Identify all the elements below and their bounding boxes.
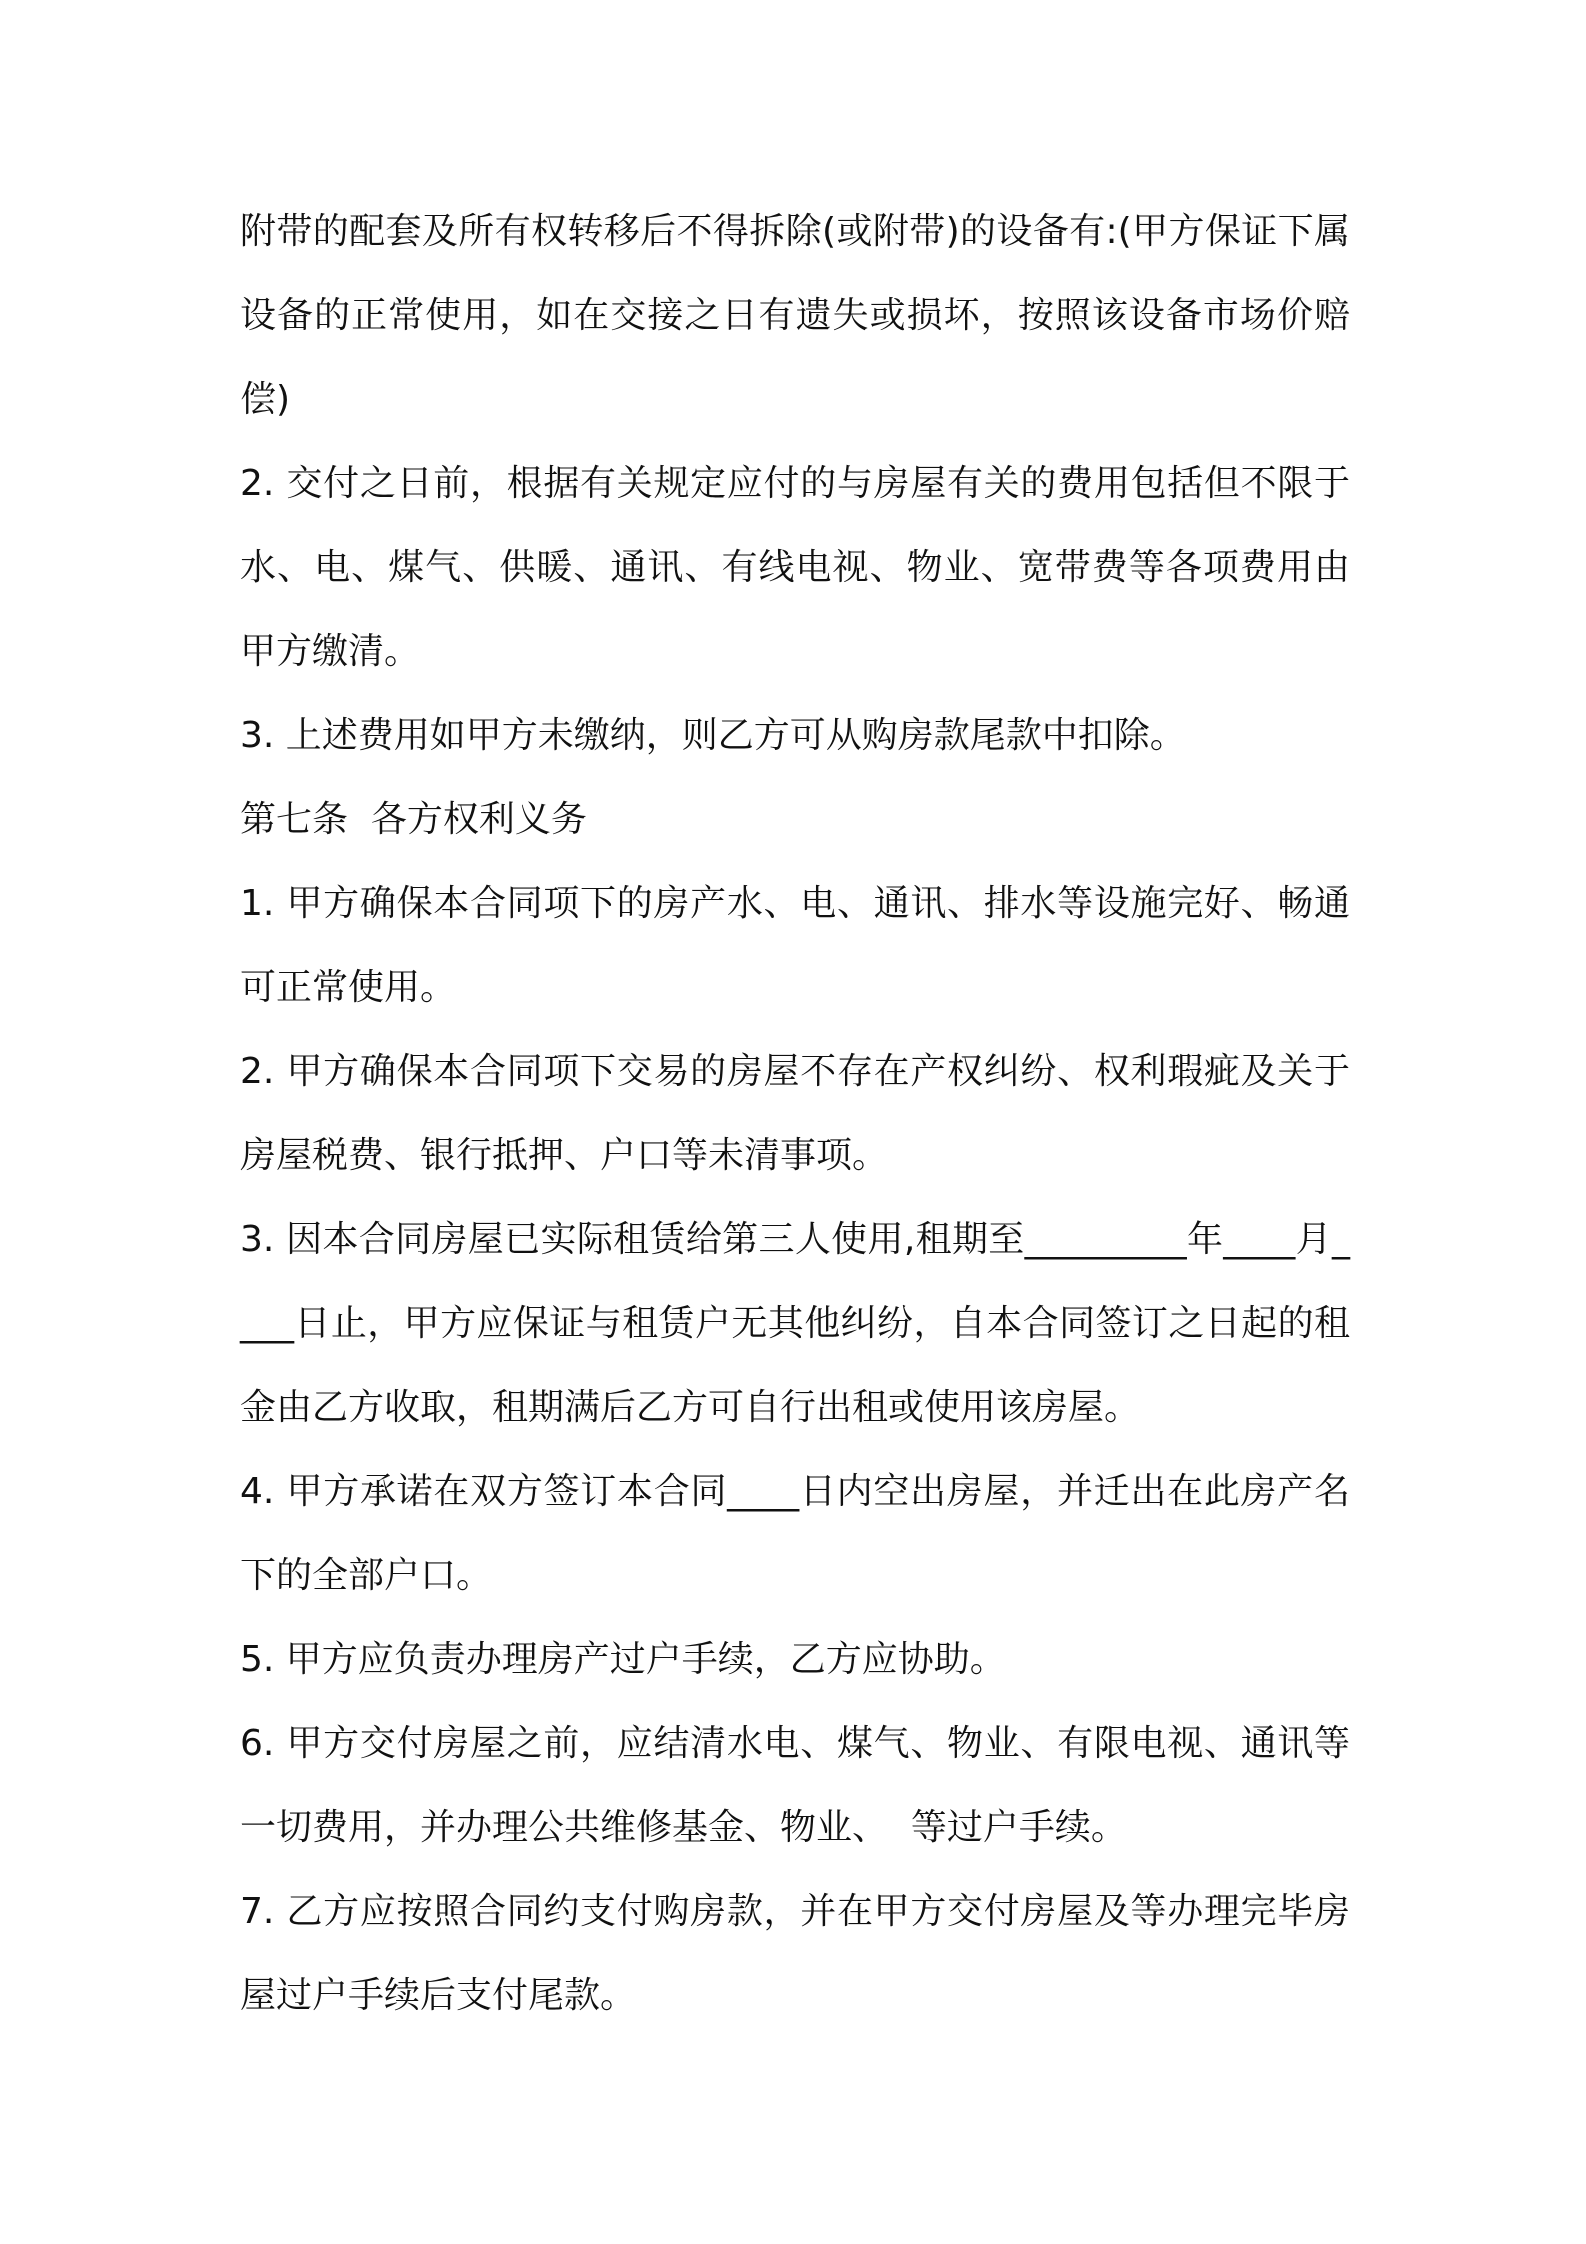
- paragraph-article-7-item-7: 7. 乙方应按照合同约支付购房款，并在甲方交付房屋及等办理完毕房屋过户手续后支付尾款。: [240, 1891, 1350, 2016]
- paragraph-article-7-item-2: 2. 甲方确保本合同项下交易的房屋不存在产权纠纷、权利瑕疵及关于房屋税费、银行抵押、户口等未清事项。: [240, 1051, 1350, 1176]
- paragraph-article-7-item-6: 6. 甲方交付房屋之前，应结清水电、煤气、物业、有限电视、通讯等一切费用，并办理公共维修基金、物业、 等过户手续。: [240, 1723, 1350, 1848]
- paragraph-article-7-item-4: 4. 甲方承诺在双方签订本合同____日内空出房屋，并迁出在此房产名下的全部户口。: [240, 1471, 1350, 1596]
- paragraph-article-7-item-3: 3. 因本合同房屋已实际租赁给第三人使用,租期至_________年____月____日止，甲方应保证与租赁户无其他纠纷，自本合同签订之日起的租金由乙方收取，租期满后乙方可自行出租或使用该房屋。: [240, 1219, 1350, 1428]
- paragraph-article-7-item-1: 1. 甲方确保本合同项下的房产水、电、通讯、排水等设施完好、畅通可正常使用。: [240, 883, 1350, 1008]
- section-heading-article-7: 第七条 各方权利义务: [240, 799, 587, 840]
- paragraph-item-3-deduction: 3. 上述费用如甲方未缴纳，则乙方可从购房款尾款中扣除。: [240, 715, 1186, 756]
- paragraph-item-2-fees: 2. 交付之日前，根据有关规定应付的与房屋有关的费用包括但不限于水、电、煤气、供暖、通讯、有线电视、物业、宽带费等各项费用由甲方缴清。: [240, 463, 1350, 672]
- document-body: [240, 190, 1350, 2038]
- paragraph-article-7-item-5: 5. 甲方应负责办理房产过户手续，乙方应协助。: [240, 1639, 1006, 1680]
- paragraph-attached-equipment: 附带的配套及所有权转移后不得拆除(或附带)的设备有:(甲方保证下属设备的正常使用，如在交接之日有遗失或损坏，按照该设备市场价赔偿): [240, 211, 1350, 420]
